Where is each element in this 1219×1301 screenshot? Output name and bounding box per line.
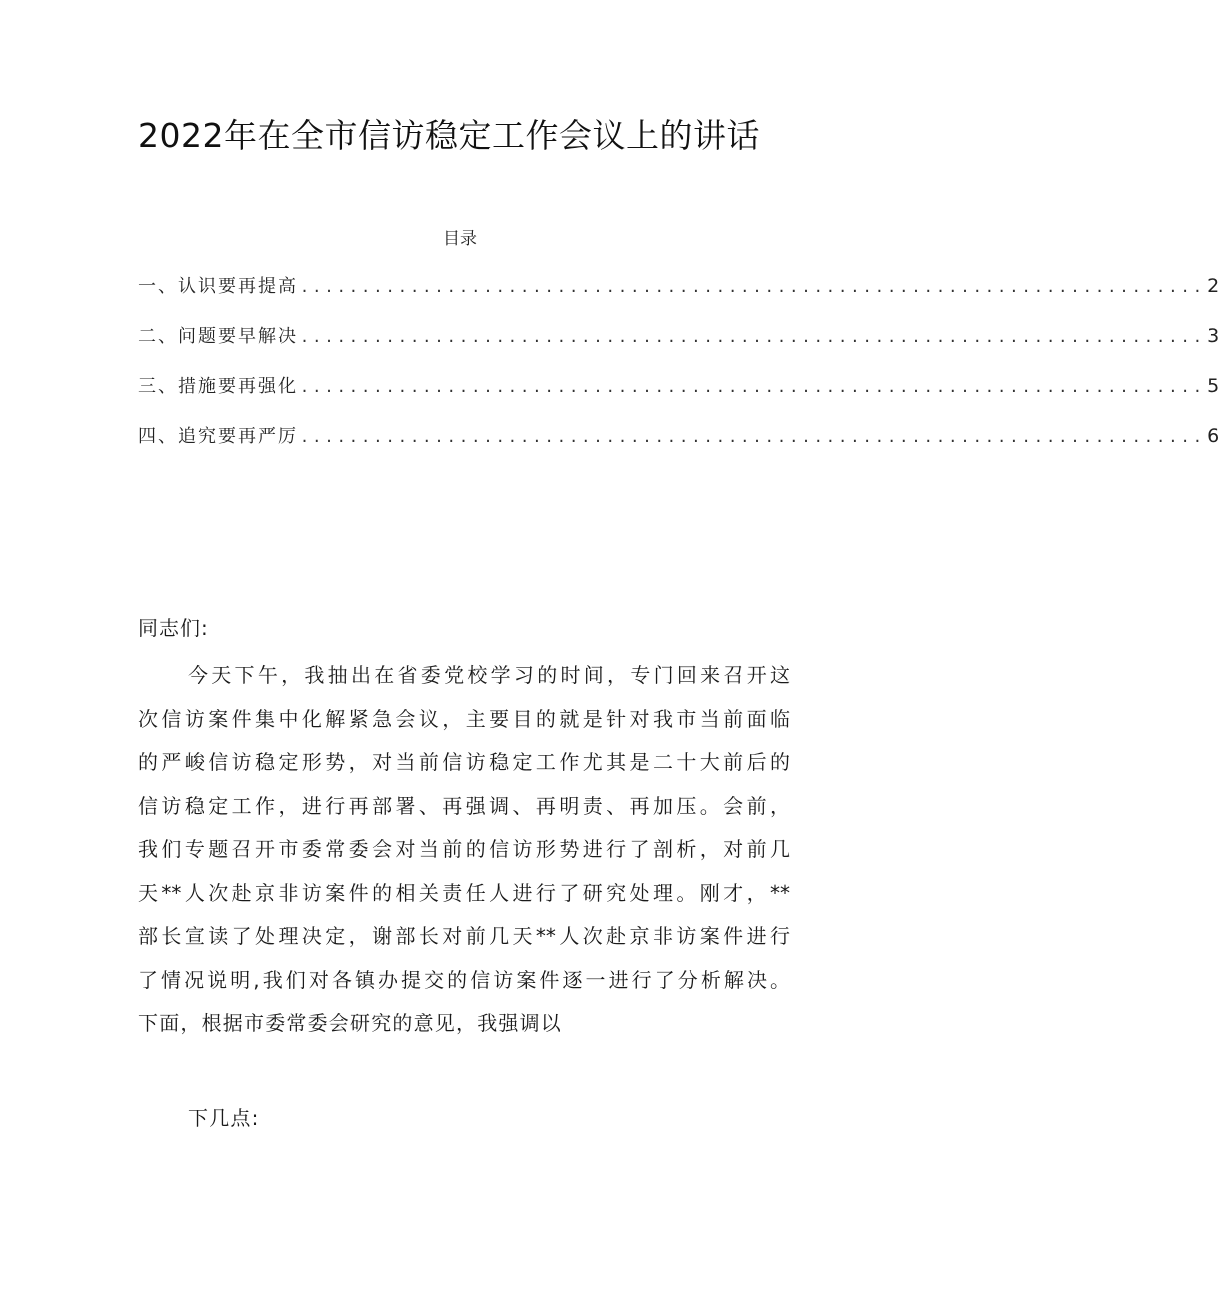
body-paragraph bbox=[138, 654, 790, 1046]
toc-leader-dots: .......................................................................... bbox=[300, 278, 1206, 296]
toc-entry-label: 一、认识要再提高 bbox=[138, 276, 298, 297]
paragraph-line: 部长宣读了处理决定，谢部长对前几天**人次赴京非访案件进行 bbox=[138, 924, 790, 948]
toc-entry-page: 2 bbox=[1207, 275, 1219, 297]
table-of-contents bbox=[138, 272, 1219, 472]
paragraph-line: 天**人次赴京非访案件的相关责任人进行了研究处理。刚才，** bbox=[138, 880, 790, 905]
toc-entry[interactable] bbox=[138, 322, 1219, 372]
toc-entry-page: 5 bbox=[1207, 375, 1219, 397]
paragraph-line: 次信访案件集中化解紧急会议，主要目的就是针对我市当前面临 bbox=[138, 706, 790, 731]
toc-entry-label: 二、问题要早解决 bbox=[138, 326, 298, 347]
paragraph-line: 今天下午，我抽出在省委党校学习的时间，专门回来召开这 bbox=[188, 663, 790, 687]
paragraph-line: 下面，根据市委常委会研究的意见，我强调以 bbox=[138, 1011, 562, 1035]
paragraph-line: 我们专题召开市委常委会对当前的信访形势进行了剖析，对前几 bbox=[138, 837, 790, 861]
greeting: 同志们: bbox=[138, 616, 209, 640]
paragraph-line: 了情况说明,我们对各镇办提交的信访案件逐一进行了分析解决。 bbox=[138, 967, 790, 992]
toc-leader-dots: .......................................................................... bbox=[300, 428, 1206, 446]
toc-entry[interactable] bbox=[138, 372, 1219, 422]
toc-entry[interactable] bbox=[138, 272, 1219, 322]
document-title: 2022年在全市信访稳定工作会议上的讲话 bbox=[138, 116, 760, 155]
toc-leader-dots: .......................................................................... bbox=[300, 328, 1206, 346]
paragraph-line: 的严峻信访稳定形势，对当前信访稳定工作尤其是二十大前后的 bbox=[138, 750, 790, 774]
toc-entry-label: 三、措施要再强化 bbox=[138, 376, 298, 397]
toc-entry-page: 6 bbox=[1207, 425, 1219, 447]
toc-entry-page: 3 bbox=[1207, 325, 1219, 347]
toc-heading: 目录 bbox=[443, 229, 477, 249]
closing-line: 下几点: bbox=[188, 1106, 260, 1130]
toc-leader-dots: .......................................................................... bbox=[300, 378, 1206, 396]
toc-entry[interactable] bbox=[138, 422, 1219, 472]
toc-entry-label: 四、追究要再严厉 bbox=[138, 426, 298, 447]
paragraph-line: 信访稳定工作，进行再部署、再强调、再明责、再加压。会前， bbox=[138, 793, 790, 818]
